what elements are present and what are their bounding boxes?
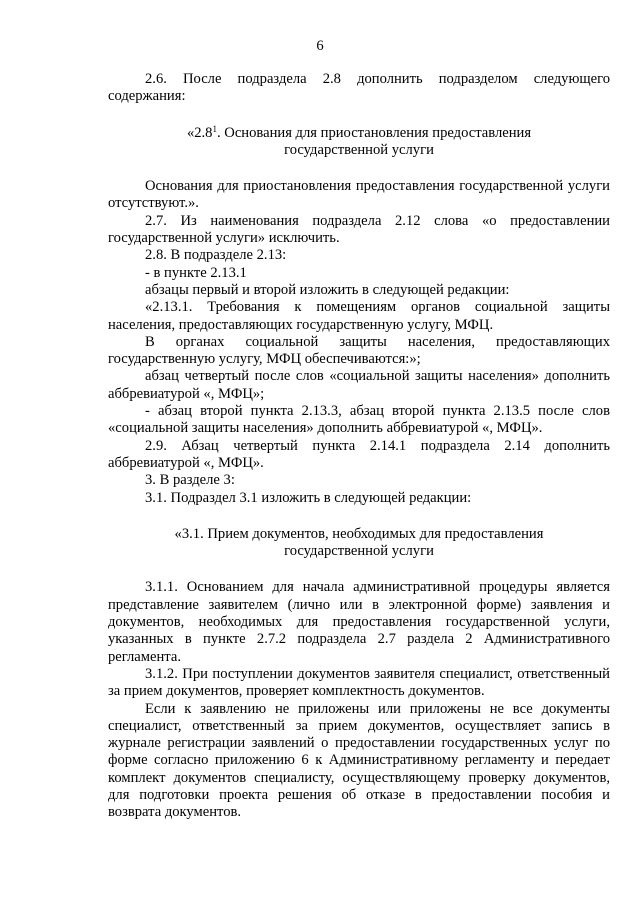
paragraph-2-8-b: абзацы первый и второй изложить в следующей редакции: xyxy=(145,281,510,298)
paragraph-3-1-2-b: Если к заявлению не приложены или приложены не все документы специалист, ответственный за прием документов, осуществляет запись в журнале регистрации заявлений о предоставлении государственных услуг по форме согласно приложению 6 к Административному регламенту и передает комплект документов специалисту, осуществляющему проверку документов, для подготовки проекта решения об отказе в предоставлении пособия и возврата документов. xyxy=(108,700,610,821)
paragraph-abzac-2: - абзац второй пункта 2.13.3, абзац второй пункта 2.13.5 после слов «социальной защиты населения» дополнить аббревиатурой «, МФЦ». xyxy=(108,403,610,437)
paragraph-abzac-4: абзац четвертый после слов «социальной защиты населения» дополнить аббревиатурой «, МФЦ»; xyxy=(108,368,610,402)
paragraph-2-13-1-b: В органах социальной защиты населения, предоставляющих государственную услугу, МФЦ обеспечиваются:»; xyxy=(108,333,610,368)
heading-3-1-line-2: государственной услуги xyxy=(284,543,434,560)
heading-3-1-line-1: «3.1. Прием документов, необходимых для предоставления xyxy=(174,525,544,542)
paragraph-2-8-1-body: Основания для приостановления предоставления государственной услуги отсутствуют.». xyxy=(108,178,610,212)
paragraph-3: 3. В разделе 3: xyxy=(145,472,235,489)
paragraph-2-8: 2.8. В подразделе 2.13: xyxy=(145,247,287,264)
heading-2-8-1-prefix: «2.8 xyxy=(186,124,213,141)
paragraph-3-1-1: 3.1.1. Основанием для начала административной процедуры является представление заявителем (лично или в электронной форме) заявления и документов, необходимых для предоставления государственной услуги, указанных в пункте 2.7.2 подраздела 2.7 раздела 2 Административного регламента. xyxy=(108,579,610,665)
paragraph-2-9: 2.9. Абзац четвертый пункта 2.14.1 подраздела 2.14 дополнить аббревиатурой «, МФЦ». xyxy=(108,437,610,471)
heading-2-8-1-title: . Основания для приостановления предоставления xyxy=(216,124,532,141)
page-number: 6 xyxy=(316,38,324,54)
paragraph-2-8-a: - в пункте 2.13.1 xyxy=(145,264,247,281)
paragraph-2-7: 2.7. Из наименования подраздела 2.12 слова «о предоставлении государственной услуги» исключить. xyxy=(108,212,610,247)
paragraph-3-1: 3.1. Подраздел 3.1 изложить в следующей редакции: xyxy=(145,489,472,506)
heading-2-8-1-line-1 xyxy=(108,125,610,142)
document-body xyxy=(108,71,610,822)
heading-2-8-1-superscript: 1 xyxy=(212,123,217,134)
paragraph-2-6: 2.6. После подраздела 2.8 дополнить подразделом следующего содержания: xyxy=(108,71,610,105)
heading-2-8-1-line-2: государственной услуги xyxy=(284,141,434,158)
paragraph-3-1-2: 3.1.2. При поступлении документов заявителя специалист, ответственный за прием документов, проверяет комплектность документов. xyxy=(108,665,610,700)
paragraph-2-13-1: «2.13.1. Требования к помещениям органов социальной защиты населения, предоставляющих государственную услугу, МФЦ. xyxy=(108,299,610,333)
